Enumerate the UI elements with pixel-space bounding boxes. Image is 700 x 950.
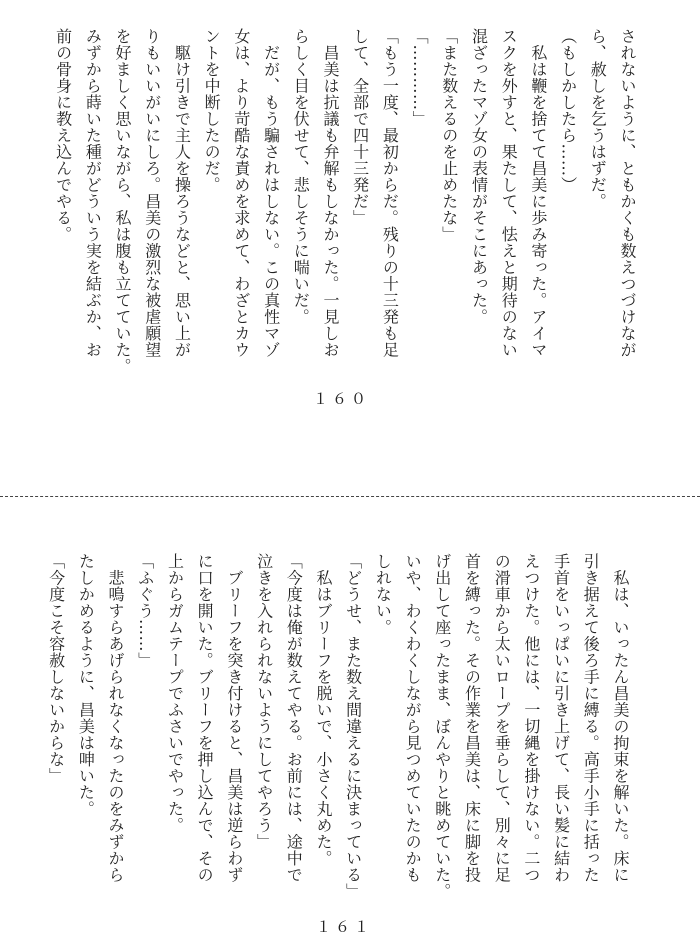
text-line: げ出して座ったまま、ぼんやりと眺めていた。 (432, 553, 452, 900)
text-line: を好ましく思いながら、私は腹も立てていた。 (113, 28, 133, 375)
text-line: 「ふぐう……」 (135, 553, 155, 669)
text-line: して、全部で四十三発だ」 (350, 28, 370, 226)
text-line: ブリーフを突き付けると、昌美は逆らわず (224, 553, 244, 883)
text-line: たしかめるように、昌美は呻いた。 (76, 553, 96, 817)
text-line: 私は、いったん昌美の拘束を解いた。床に (611, 553, 630, 883)
text-line: されないように、ともかくも数えつづけなが (618, 28, 637, 358)
text-line: 引き据えて後ろ手に縛る。高手小手に括った (581, 553, 601, 883)
text-line: に口を開いた。ブリーフを押し込んで、その (195, 553, 215, 883)
text-line: 「今度は俺が数えてやる。お前には、途中で (284, 553, 304, 883)
text-line: 首を縛った。その作業を昌美は、床に脚を投 (462, 553, 482, 883)
text-line: りもいいがいにしろ。昌美の激烈な被虐願望 (142, 28, 162, 358)
text-line: ら、赦しを乞うはずだ。 (588, 28, 608, 210)
text-line: 「どうせ、また数え間違えるに決まっている」 (343, 553, 363, 900)
text-line: 上からガムテープでふさいでやった。 (165, 553, 185, 834)
text-line: 前の骨身に教え込んでやる。 (53, 28, 73, 243)
page-161-text (41, 553, 635, 898)
text-line: 「もう一度、最初からだ。残りの十三発も足 (380, 28, 400, 358)
text-line: いや、わくわくしながら見つめていたのかも (403, 553, 423, 883)
text-line: の滑車から太いロープを垂らして、別々に足 (492, 553, 512, 883)
text-line: ントを中断したのだ。 (202, 28, 222, 193)
text-line: 駆け引きで主人を操ろうなどと、思い上が (172, 28, 192, 358)
text-line: みずから蒔いた種がどういう実を結ぶか、お (83, 28, 103, 358)
text-line: 手首をいっぱいに引き上げて、長い髪に結わ (551, 553, 571, 883)
text-line: スクを外すと、果たして、怯えと期待のない (499, 28, 519, 358)
text-line: 私は鞭を捨てて昌美に歩み寄った。アイマ (528, 28, 548, 358)
text-line: だが、もう騙されはしない。この真性マゾ (261, 28, 281, 358)
text-line: 昌美は抗議も弁解もしなかった。一見しお (320, 28, 340, 358)
page-number-161: １６１ (316, 918, 374, 936)
text-line: らしく目を伏せて、悲しそうに喘いだ。 (291, 28, 311, 325)
text-line: 泣きを入れられないようにしてやろう」 (254, 553, 274, 850)
text-line: 混ざったマゾ女の表情がそこにあった。 (469, 28, 489, 325)
text-line: 悲鳴すらあげられなくなったのをみずから (106, 553, 126, 883)
text-line: 「今度こそ容赦しないからな」 (46, 553, 66, 784)
text-line: （もしかしたら……） (558, 28, 578, 193)
text-line: しれない。 (373, 553, 393, 636)
text-line: 「また数えるのを止めたな」 (439, 28, 459, 243)
page-160-text (48, 28, 642, 373)
text-line: 「…………」 (410, 28, 430, 127)
text-line: えつけた。他には、一切縄を掛けない。二つ (521, 553, 541, 883)
text-line: 私はブリーフを脱いで、小さく丸めた。 (313, 553, 333, 867)
page-divider (0, 496, 700, 497)
text-line: 女は、より苛酷な責めを求めて、わざとカウ (231, 28, 251, 358)
page-number-160: １６０ (313, 390, 371, 408)
